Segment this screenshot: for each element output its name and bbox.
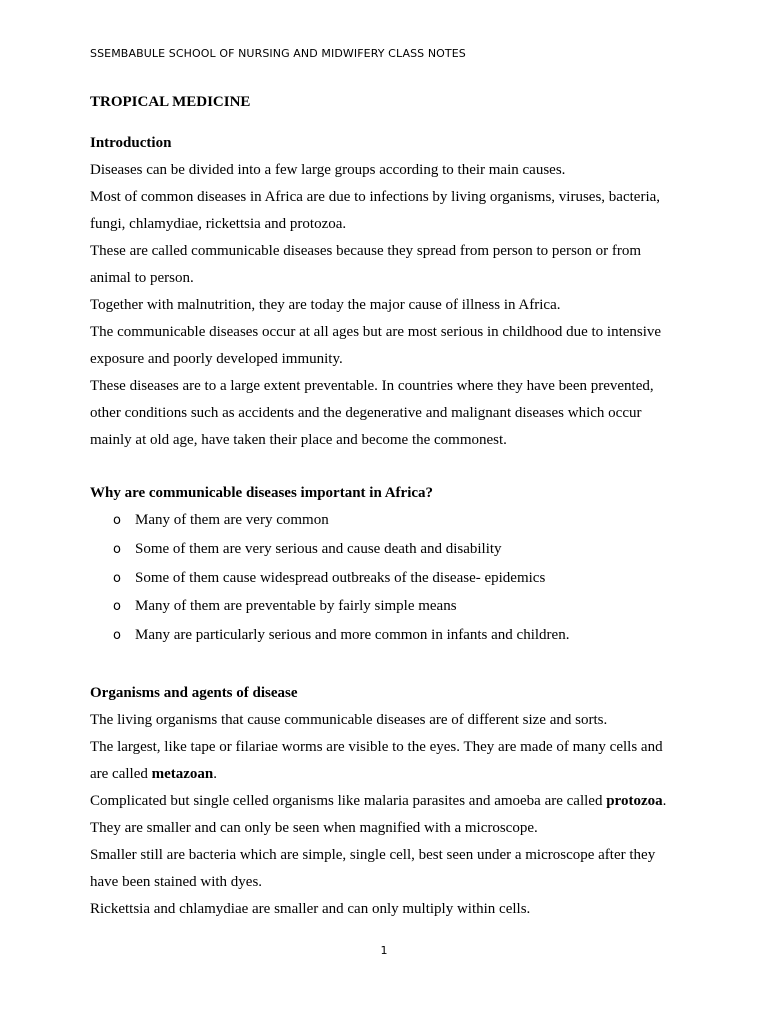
document-body bbox=[90, 92, 680, 923]
bullet-icon: o bbox=[113, 599, 121, 615]
introduction-section bbox=[90, 130, 680, 454]
list-item-text: Some of them cause widespread outbreaks of the disease- epidemics bbox=[135, 569, 546, 586]
term-metazoan: metazoan bbox=[151, 765, 214, 782]
bullet-icon: o bbox=[113, 628, 121, 644]
spacer bbox=[90, 651, 680, 680]
importance-heading: Why are communicable diseases important in Africa? bbox=[90, 485, 434, 501]
bullet-list bbox=[90, 507, 680, 651]
organisms-heading: Organisms and agents of disease bbox=[90, 684, 298, 701]
organisms-section bbox=[90, 680, 680, 923]
bullet-icon: o bbox=[113, 570, 121, 586]
paragraph-line: have been stained with dyes. bbox=[90, 873, 263, 890]
paragraph-line: other conditions such as accidents and the degenerative and malignant diseases which occur bbox=[90, 405, 642, 421]
list-item-text: Many of them are very common bbox=[135, 512, 329, 528]
text-run: . bbox=[213, 765, 218, 782]
paragraph-line: Together with malnutrition, they are today the major cause of illness in Africa. bbox=[90, 297, 561, 313]
paragraph-line bbox=[90, 788, 680, 815]
bullet-icon: o bbox=[113, 513, 121, 528]
page-number: 1 bbox=[380, 944, 388, 957]
paragraph-line: These are called communicable diseases because they spread from person to person or from bbox=[90, 243, 642, 259]
document-title: TROPICAL MEDICINE bbox=[90, 94, 251, 110]
list-item bbox=[90, 622, 680, 651]
running-header: SSEMBABULE SCHOOL OF NURSING AND MIDWIFERY CLASS NOTES bbox=[90, 47, 466, 60]
list-item-text: Many of them are preventable by fairly simple means bbox=[135, 598, 457, 615]
term-protozoa: protozoa bbox=[606, 792, 663, 809]
paragraph-line: fungi, chlamydiae, rickettsia and protozoa. bbox=[90, 216, 347, 232]
introduction-heading: Introduction bbox=[90, 135, 172, 151]
list-item bbox=[90, 593, 680, 622]
importance-section bbox=[90, 480, 680, 651]
paragraph-line: Smaller still are bacteria which are simple, single cell, best seen under a microscope after they bbox=[90, 846, 656, 863]
text-run: are called bbox=[90, 765, 152, 782]
bullet-icon: o bbox=[113, 541, 121, 557]
spacer bbox=[90, 454, 680, 480]
paragraph-line: animal to person. bbox=[90, 270, 194, 286]
paragraph-line: mainly at old age, have taken their place and become the commonest. bbox=[90, 432, 507, 448]
paragraph-line bbox=[90, 761, 680, 788]
paragraph-line: The largest, like tape or filariae worms are visible to the eyes. They are made of many cells and bbox=[90, 738, 663, 755]
list-item bbox=[90, 536, 680, 565]
paragraph-line: The living organisms that cause communicable diseases are of different size and sorts. bbox=[90, 711, 608, 728]
list-item-text: Some of them are very serious and cause death and disability bbox=[135, 540, 502, 557]
text-run: Complicated but single celled organisms like malaria parasites and amoeba are called bbox=[90, 792, 607, 809]
paragraph-line: They are smaller and can only be seen when magnified with a microscope. bbox=[90, 819, 538, 836]
list-item bbox=[90, 507, 680, 536]
paragraph-line: Most of common diseases in Africa are due to infections by living organisms, viruses, bacteria, bbox=[90, 189, 661, 205]
paragraph-line: exposure and poorly developed immunity. bbox=[90, 351, 343, 367]
list-item bbox=[90, 565, 680, 594]
paragraph-line: Diseases can be divided into a few large groups according to their main causes. bbox=[90, 162, 566, 178]
paragraph-line: These diseases are to a large extent preventable. In countries where they have been prevented, bbox=[90, 378, 654, 394]
text-run: . bbox=[662, 792, 667, 809]
paragraph-line: The communicable diseases occur at all ages but are most serious in childhood due to intensive bbox=[90, 324, 662, 340]
list-item-text: Many are particularly serious and more common in infants and children. bbox=[135, 627, 570, 644]
paragraph-line: Rickettsia and chlamydiae are smaller and can only multiply within cells. bbox=[90, 900, 531, 917]
